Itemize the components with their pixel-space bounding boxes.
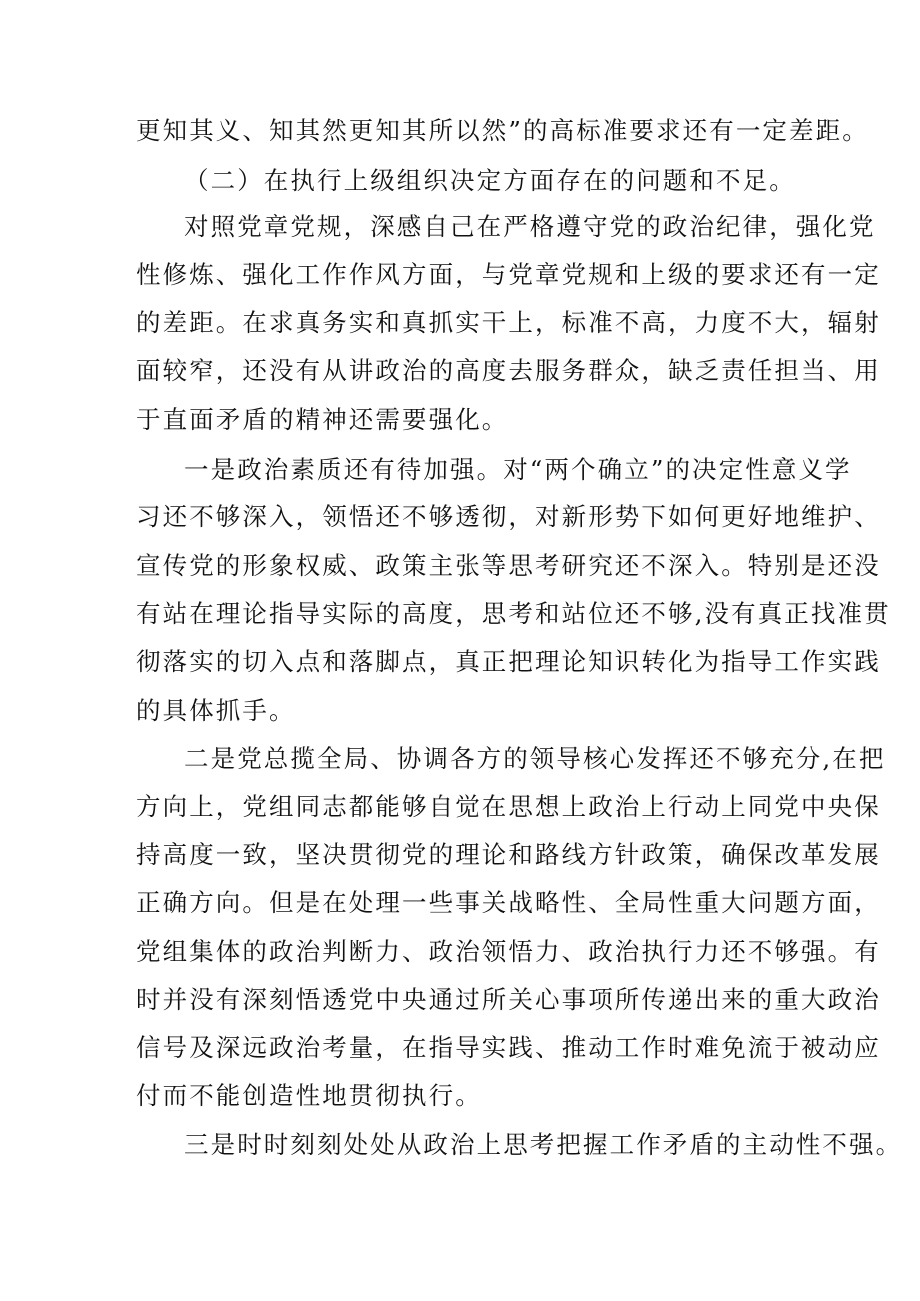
paragraph-line: 对照党章党规，深感自己在严格遵守党的政治纪律，强化党: [184, 212, 876, 241]
paragraph-line: 正确方向。但是在处理一些事关战略性、全局性重大问题方面，: [136, 888, 881, 917]
paragraph-line: 有站在理论指导实际的高度，思考和站位还不够,没有真正找准贯: [136, 599, 891, 628]
paragraph-line: 一是政治素质还有待加强。对“两个确立”的决定性意义学: [184, 455, 852, 484]
paragraph-line: 二是党总揽全局、协调各方的领导核心发挥还不够充分,在把: [184, 744, 886, 773]
paragraph-line: 方向上，党组同志都能够自觉在思想上政治上行动上同党中央保: [136, 792, 881, 821]
paragraph-line: 宣传党的形象权威、政策主张等思考研究还不深入。特别是还没: [136, 551, 881, 580]
paragraph-line: 付而不能创造性地贯彻执行。: [136, 1081, 482, 1110]
paragraph-line: 的差距。在求真务实和真抓实干上，标准不高，力度不大，辐射: [136, 308, 881, 337]
paragraph-line: 时并没有深刻悟透党中央通过所关心事项所传递出来的重大政治: [136, 985, 881, 1014]
paragraph-line: 信号及深远政治考量，在指导实践、推动工作时难免流于被动应: [136, 1033, 881, 1062]
paragraph-line: 持高度一致，坚决贯彻党的理论和路线方针政策，确保改革发展: [136, 840, 881, 869]
paragraph-line: 党组集体的政治判断力、政治领悟力、政治执行力还不够强。有: [136, 937, 881, 966]
paragraph-line: 三是时时刻刻处处从政治上思考把握工作矛盾的主动性不强。: [184, 1130, 903, 1159]
paragraph-line: 性修炼、强化工作作风方面，与党章党规和上级的要求还有一定: [136, 260, 881, 289]
paragraph-line: 习还不够深入，领悟还不够透彻，对新形势下如何更好地维护、: [136, 502, 881, 531]
paragraph-line: 更知其义、知其然更知其所以然”的高标准要求还有一定差距。: [136, 116, 869, 145]
paragraph-line: 面较窄，还没有从讲政治的高度去服务群众，缺乏责任担当、用: [136, 356, 881, 385]
paragraph-line: 于直面矛盾的精神还需要强化。: [136, 405, 509, 434]
section-heading: （二）在执行上级组织决定方面存在的问题和不足。: [184, 166, 796, 195]
paragraph-line: 彻落实的切入点和落脚点，真正把理论知识转化为指导工作实践: [136, 647, 881, 676]
paragraph-line: 的具体抓手。: [136, 696, 296, 725]
